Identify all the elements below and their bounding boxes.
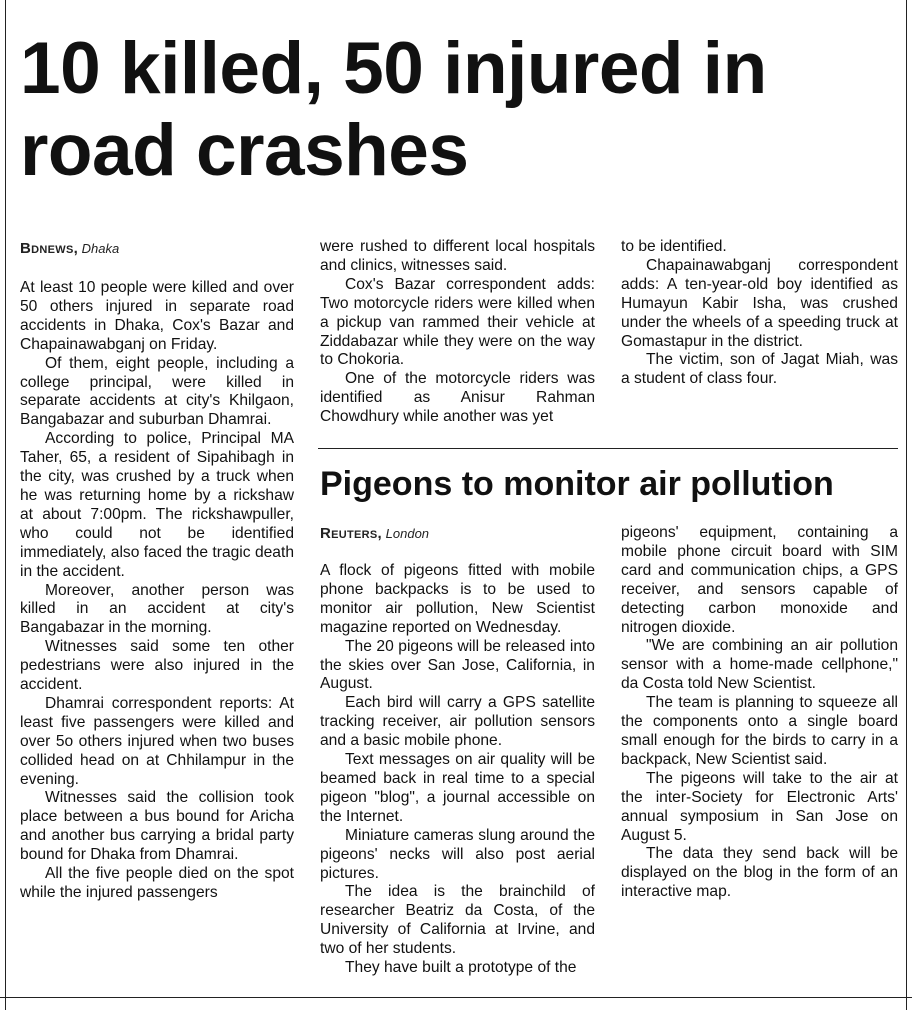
paragraph: A flock of pigeons fitted with mobile phone backpacks is to be used to monitor air pollution, New Scientist magazine reported on Wednesday. [320,562,595,636]
story2-headline: Pigeons to monitor air pollution [320,465,834,503]
paragraph: The team is planning to squeeze all the components onto a single board small enough for the birds to carry in a backpack, New Scientist said. [621,694,898,768]
paragraph: pigeons' equipment, containing a mobile phone circuit board with SIM card and communication chips, a GPS receiver, and sensors capable of detecting carbon monoxide and nitrogen dioxide. [621,524,898,636]
story1-agency: Bdnews, [20,240,79,257]
story1-column-2 [320,238,595,427]
paragraph: Text messages on air quality will be beamed back in real time to a special pigeon "blog", a journal accessible on the Internet. [320,751,595,825]
story2-byline [320,525,429,543]
paragraph: Witnesses said the collision took place between a bus bound for Aricha and another bus carrying a bridal party bound for Dhaka from Dhamrai. [20,789,294,864]
story2-agency: Reuters, [320,525,383,542]
paragraph: At least 10 people were killed and over 50 others injured in separate road accidents in Dhaka, Cox's Bazar and Chapainawabganj on Friday. [20,279,294,353]
story1-column-1 [20,279,294,903]
story2-column-1 [320,562,595,978]
right-border-rule [906,0,907,1010]
paragraph: The victim, son of Jagat Miah, was a student of class four. [621,351,898,388]
paragraph: The pigeons will take to the air at the inter-Society for Electronic Arts' annual symposium in San Jose on August 5. [621,769,898,844]
story2-column-2 [621,524,898,902]
paragraph: Each bird will carry a GPS satellite tracking receiver, air pollution sensors and a basic mobile phone. [320,694,595,750]
paragraph: "We are combining an air pollution sensor with a home-made cellphone," da Costa told New Scientist. [621,637,898,693]
story1-byline [20,240,119,258]
paragraph: Moreover, another person was killed in an accident at city's Bangabazar in the morning. [20,581,294,637]
story1-dateline: Dhaka [81,241,120,256]
paragraph: All the five people died on the spot while the injured passengers [20,865,294,901]
story2-dateline: London [385,526,430,541]
paragraph: to be identified. [621,238,727,255]
story1-headline: 10 killed, 50 injured in road crashes [20,28,767,191]
paragraph: They have built a prototype of the [345,959,577,977]
paragraph: Dhamrai correspondent reports: At least five passengers were killed and over 5o others injured when two buses collided head on at Chhilampur in the evening. [20,694,294,788]
paragraph: The 20 pigeons will be released into the skies over San Jose, California, in August. [320,637,595,693]
paragraph: The data they send back will be displayed on the blog in the form of an interactive map. [621,845,898,901]
paragraph: Chapainawabganj correspondent adds: A ten-year-old boy identified as Humayun Kabir Isha, was crushed under the wheels of a speeding truck at Gomastapur in the district. [621,256,898,350]
paragraph: Cox's Bazar correspondent adds: Two motorcycle riders were killed when a pickup van rammed their vehicle at Ziddabazar while they were on the way to Chokoria. [320,275,595,369]
paragraph: Miniature cameras slung around the pigeons' necks will also post aerial pictures. [320,826,595,882]
paragraph: Witnesses said some ten other pedestrians were also injured in the accident. [20,638,294,694]
paragraph: According to police, Principal MA Taher, 65, a resident of Sipahibagh in the city, was crushed by a truck when he was returning home by a rickshaw at about 7:00pm. The rickshawpuller, who could not be identified immediately, also faced the tragic death in the accident. [20,430,294,580]
paragraph: Of them, eight people, including a college principal, were killed in separate accidents at city's Khilgaon, Bangabazar and suburban Dhamrai. [20,354,294,429]
paragraph: One of the motorcycle riders was identified as Anisur Rahman Chowdhury while another was yet [320,370,595,426]
bottom-border-rule [0,997,912,998]
paragraph: The idea is the brainchild of researcher Beatriz da Costa, of the University of California at Irvine, and two of her students. [320,883,595,958]
left-border-rule [5,0,6,1010]
paragraph: were rushed to different local hospitals and clinics, witnesses said. [320,238,595,274]
story1-column-3 [621,238,898,389]
story-divider-rule [318,448,898,449]
